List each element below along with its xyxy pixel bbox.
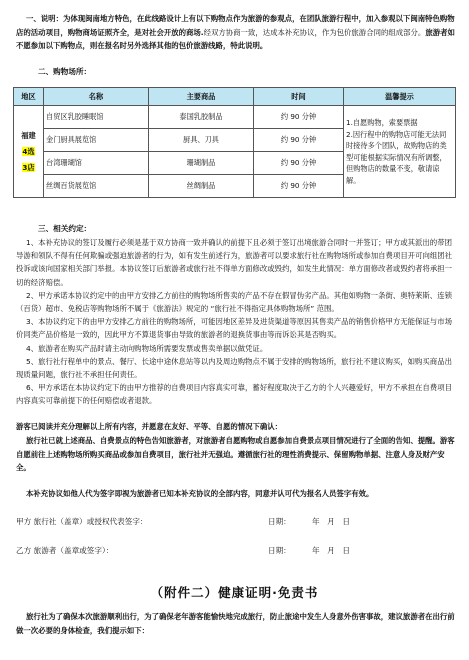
intro-text-b: 经双方协商一致，达成本补充协议，作为包价旅游合同的组成部分。 [203,27,426,37]
party-a-date-label: 日期： [268,517,291,526]
time-cell: 约 90 分钟 [254,175,344,198]
term-item: 4、旅游者在购买产品时请主动向购物场所需要发票或售卖单据以做凭证。 [26,343,268,353]
region-highlight: 3店 [22,162,35,172]
region-highlight: 4选 [22,146,35,156]
header-cell: 温馨提示 [344,88,456,106]
confirm-paragraph-1: 旅行社已就上述商品、自费景点的特色告知旅游者，对旅游者自愿购物或自愿参加自费景点项目情况进行了全面的告知、提醒。游客自愿前往上述购物场所购买商品或参加自费项目，旅行社并无强迫。遵循旅行社的理性消费提示、保留购物单据、注意人身及财产安全。 [16,436,455,473]
party-b-date: 年 月 日 [312,546,350,555]
region-cell [14,106,44,198]
confirm-paragraph-2: 本补充协议如他人代为签字即视为旅游者已知本补充协议的全部内容，同意并认可代为报名人员签字有效。 [26,489,374,498]
terms-list [16,236,456,408]
term-item: 5、旅行社行程单中的景点、餐厅、长途中途休息站等以内及周边购物点不属于安排的购物场所，旅行社不建议购买，如购买商品出现质量问题，旅行社不承担任何责任。 [16,356,452,380]
header-cell: 地区 [14,88,44,106]
header-cell: 主要商品 [149,88,254,106]
region-line: 福建 [21,130,36,140]
attachment-paragraph: 旅行社为了确保本次旅游顺利出行，为了确保老年游客能愉快地完成旅行，防止旅途中发生人身意外伤害事故，建议旅游者在出行前做一次必要的身体检查，我们提示如下： [16,612,455,635]
intro-bold-c: 旅游者如不愿参加以下购物点，则在报名时另外选择其他的包价旅游线路，特此说明。 [16,27,455,51]
section3-title: 三、相关约定： [38,224,92,233]
party-a-date: 年 月 日 [312,517,350,526]
term-item: 6、甲方承诺在本协议约定下的由甲方推荐的自费项目内容真实可靠，蓄好程度取决于乙方的个人兴趣爱好，甲方不承担在自费项目内容真实可靠前提下的任何赔偿或者退款。 [16,383,452,406]
term-item: 3、本协议约定下的由甲方安排乙方前往的购物场所，可能因地区差异及进货渠道等原因其售卖产品的销售价格甲方无能保证与市场价同类产品价格是一致的，因此甲方不算退货事由导致的旅游者的退换货事由等而诉讼其是否购买。 [16,317,452,340]
shop-name-cell: 自贸区乳胶睡眠馆 [44,106,149,129]
goods-cell: 泰国乳胶制品 [149,106,254,129]
intro-text: 一、说明：为体现闽南地方特色，在此线路设计上有以下购物点作为旅游的参观点，在团队旅游行程中，加入参观以下闽南特色购物店的活动项目， [16,14,455,37]
party-b-date-label: 日期： [268,546,291,555]
table-row [14,106,456,129]
section2-title: 二、购物场所： [38,67,92,76]
party-a-label: 甲方 旅行社（盖章）或授权代表签字： [16,517,148,526]
time-cell: 约 90 分钟 [254,106,344,129]
intro-paragraph [16,12,456,53]
shopping-table [13,87,456,198]
table-header-row [14,88,456,106]
attachment-title: （附件二）健康证明·免责书 [150,585,319,600]
shop-name-cell: 丝绸百货展览馆 [44,175,149,198]
time-cell: 约 90 分钟 [254,129,344,152]
shop-name-cell: 台湾珊瑚馆 [44,152,149,175]
tips-text: 1.自愿购物，索要票据 2.因行程中的购物店可能无法同时接待多个团队，故购物店的类型可能根据实际情况有所调整，但购物店的数量不变，敬请谅解。 [346,118,447,185]
term-item: 2、甲方承诺本协议约定中的由甲方安排乙方前往的购物场所售卖的产品不存在假冒伪劣产品。其他如购物一条街、奥特莱斯、连锁（百货）超市、免税店等购物场所不属于《旅游法》规定的 “旅行社不得指定具体购物场所” 范围。 [16,290,452,314]
intro-bold: 购物商场证照齐全，是对社会开放的商场. [67,27,204,37]
header-cell: 时间 [254,88,344,106]
goods-cell: 丝绸制品 [149,175,254,198]
header-cell: 名称 [44,88,149,106]
term-item: 1、本补充协议的签订及履行必须是基于双方协商一致并确认的前提下且必须于签订出境旅游合同时一并签订；甲方或其派出的带团导游和领队不得有任何欺骗或强迫旅游者的行为，如有发生前述行为，旅游者可以要求旅行社在购物场所或参加自费项目开可向组团社投诉或该向国家相关部门举报。本协议签订后旅游者或旅行社不得单方面修改或毁约，如发生此情况：单方面修改者或毁约者将承担一切的经济赔偿。 [16,238,453,287]
tips-cell [344,106,456,198]
time-cell: 约 90 分钟 [254,152,344,175]
bold-notice: 游客已阅读并充分理解以上所有内容，并愿意在友好、平等、自愿的情况下确认： [16,422,283,431]
party-b-label: 乙方 旅游者（盖章或签字）： [16,546,114,555]
goods-cell: 珊瑚制品 [149,152,254,175]
shop-name-cell: 金门厨具展览馆 [44,129,149,152]
goods-cell: 厨具、刀具 [149,129,254,152]
